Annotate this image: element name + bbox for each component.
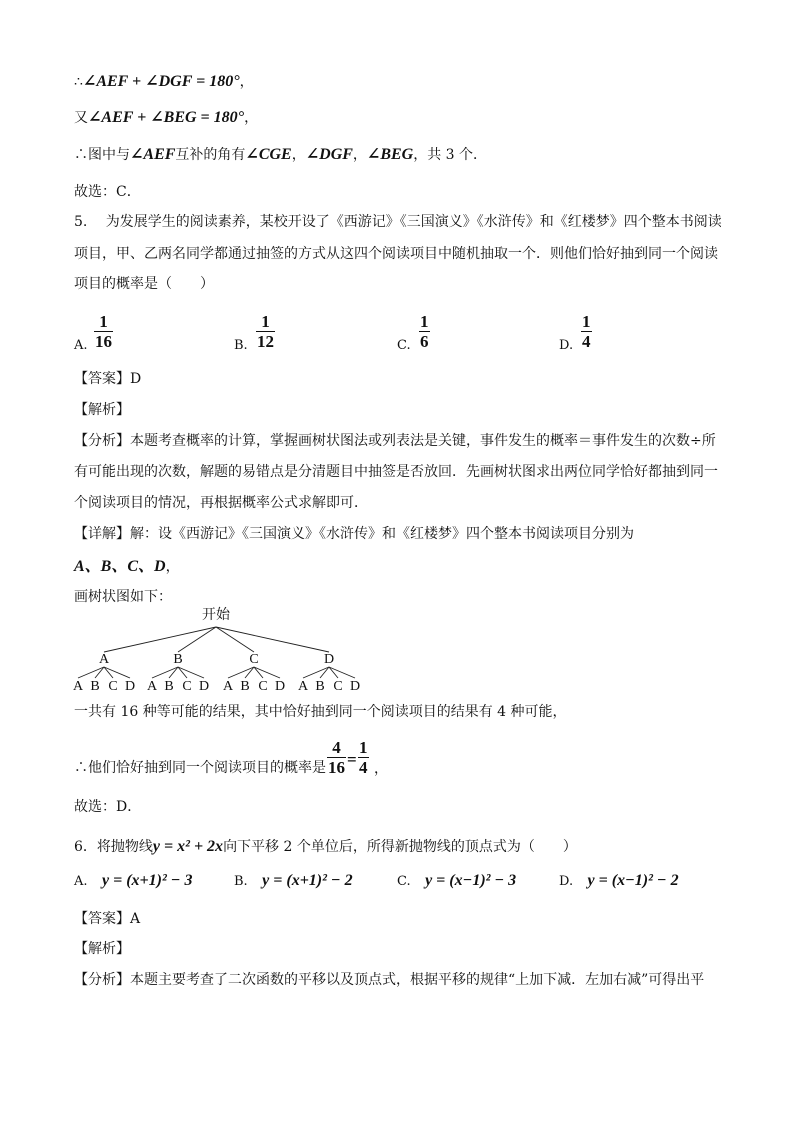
tree-leaf-label: C xyxy=(333,679,343,694)
equals-sign: = xyxy=(347,750,357,769)
q5-detail-line-2: A、B、C、D， xyxy=(74,558,180,575)
math-expression: A、B、C、D xyxy=(74,558,166,575)
tree-leaf-label: A xyxy=(146,679,158,694)
tree-leaf-label: B xyxy=(240,679,250,694)
q5-analysis-line-1: 【分析】本题考查概率的计算，掌握画树状图法或列表法是关键，事件发生的概率＝事件发生的次数÷所 xyxy=(74,433,716,449)
q6-option-d[interactable]: D. y = (x−1)² − 2 xyxy=(559,872,679,889)
q5-result-line-1: 一共有 16 种等可能的结果，其中恰好抽到同一个阅读项目的结果有 4 种可能， xyxy=(74,704,567,720)
q6-option-a[interactable]: A. y = (x+1)² − 3 xyxy=(74,872,193,889)
prev-solution-line-3: ∴图中与∠AEF互补的角有∠CGE，∠DGF，∠BEG，共 3 个． xyxy=(74,146,488,163)
tree-leaf-label: C xyxy=(182,679,192,694)
tree-branch xyxy=(303,667,329,678)
tree-leaf-label: D xyxy=(198,679,210,694)
q5-result-line-2: ∴他们恰好抽到同一个阅读项目的概率是 xyxy=(74,760,326,776)
q5-detail-line-1: 【详解】解：设《西游记》《三国演义》《水浒传》和《红楼梦》四个整本书阅读项目分别为 xyxy=(74,526,634,542)
q6-stem: 6．将抛物线y = x² + 2x向下平移 2 个单位后，所得新抛物线的顶点式为（ ） xyxy=(74,838,577,855)
prev-solution-line-2: 又∠AEF + ∠BEG = 180°， xyxy=(74,109,259,126)
q6-analysis-heading: 【解析】 xyxy=(74,941,130,957)
math-expression: y = x² + 2x xyxy=(152,838,224,855)
tree-leaf-label: B xyxy=(164,679,174,694)
tree-branch xyxy=(78,667,104,678)
fraction: 1 6 xyxy=(420,312,429,351)
fraction: 1 16 xyxy=(95,312,112,351)
fraction-1-over-4: 1 4 xyxy=(359,738,368,777)
q5-stem-line-3: 项目的概率是（ ） xyxy=(74,276,214,292)
tree-leaf-label: A xyxy=(72,679,84,694)
tree-branch xyxy=(104,627,216,652)
tree-leaf-label: D xyxy=(124,679,136,694)
q5-choose: 故选：D． xyxy=(74,799,142,815)
prev-solution-choose: 故选：C． xyxy=(74,184,141,200)
q5-stem-line-1: 5. 为发展学生的阅读素养，某校开设了《西游记》《三国演义》《水浒传》和《红楼梦》四个整本书阅读 xyxy=(74,214,722,230)
tree-branch xyxy=(152,667,178,678)
tree-branch xyxy=(329,667,355,678)
tree-branch xyxy=(178,627,216,652)
q5-analysis-heading: 【解析】 xyxy=(74,402,130,418)
tree-branch xyxy=(254,667,280,678)
tree-node-label: A xyxy=(98,652,110,667)
fraction: 1 12 xyxy=(257,312,274,351)
math-expression: ∠AEF + ∠BEG = 180° xyxy=(88,109,245,126)
prev-solution-line-1: ∴∠AEF + ∠DGF = 180°， xyxy=(74,73,254,90)
q6-answer: 【答案】A xyxy=(74,911,141,927)
q5-analysis-line-3: 个阅读项目的情况，再根据概率公式求解即可． xyxy=(74,495,368,511)
tree-leaf-label: B xyxy=(315,679,325,694)
tree-node-label: C xyxy=(249,652,259,667)
tree-leaf-label: A xyxy=(222,679,234,694)
math-expression: ∠AEF + ∠DGF = 180° xyxy=(82,73,240,90)
tree-branch xyxy=(228,667,254,678)
tree-root-label: 开始 xyxy=(202,608,230,623)
tree-leaf-label: C xyxy=(108,679,118,694)
tree-leaf-label: A xyxy=(297,679,309,694)
tree-leaf-label: C xyxy=(258,679,268,694)
tree-node-label: B xyxy=(173,652,183,667)
q5-answer: 【答案】D xyxy=(74,371,142,387)
tree-branch xyxy=(216,627,329,652)
tree-leaf-label: B xyxy=(90,679,100,694)
q6-analysis-line-1: 【分析】本题主要考查了二次函数的平移以及顶点式，根据平移的规律“上加下减．左加右减”可得出平 xyxy=(74,972,705,988)
tree-leaf-label: D xyxy=(349,679,361,694)
comma: ， xyxy=(374,761,388,777)
probability-tree-diagram xyxy=(70,605,370,695)
q5-analysis-line-2: 有可能出现的次数，解题的易错点是分清题目中抽签是否放回．先画树状图求出两位同学恰好都抽到同一 xyxy=(74,464,718,480)
q5-detail-line-3: 画树状图如下： xyxy=(74,589,172,605)
fraction-4-over-16: 4 16 xyxy=(328,738,345,777)
q5-stem-line-2: 项目，甲、乙两名同学都通过抽签的方式从这四个阅读项目中随机抽取一个．则他们恰好抽到同一个阅读 xyxy=(74,246,718,262)
q6-option-b[interactable]: B. y = (x+1)² − 2 xyxy=(234,872,353,889)
q6-option-c[interactable]: C. y = (x−1)² − 3 xyxy=(397,872,517,889)
tree-leaf-label: D xyxy=(274,679,286,694)
tree-node-label: D xyxy=(323,652,335,667)
fraction: 1 4 xyxy=(582,312,591,351)
tree-branch xyxy=(104,667,130,678)
tree-branch xyxy=(178,667,204,678)
